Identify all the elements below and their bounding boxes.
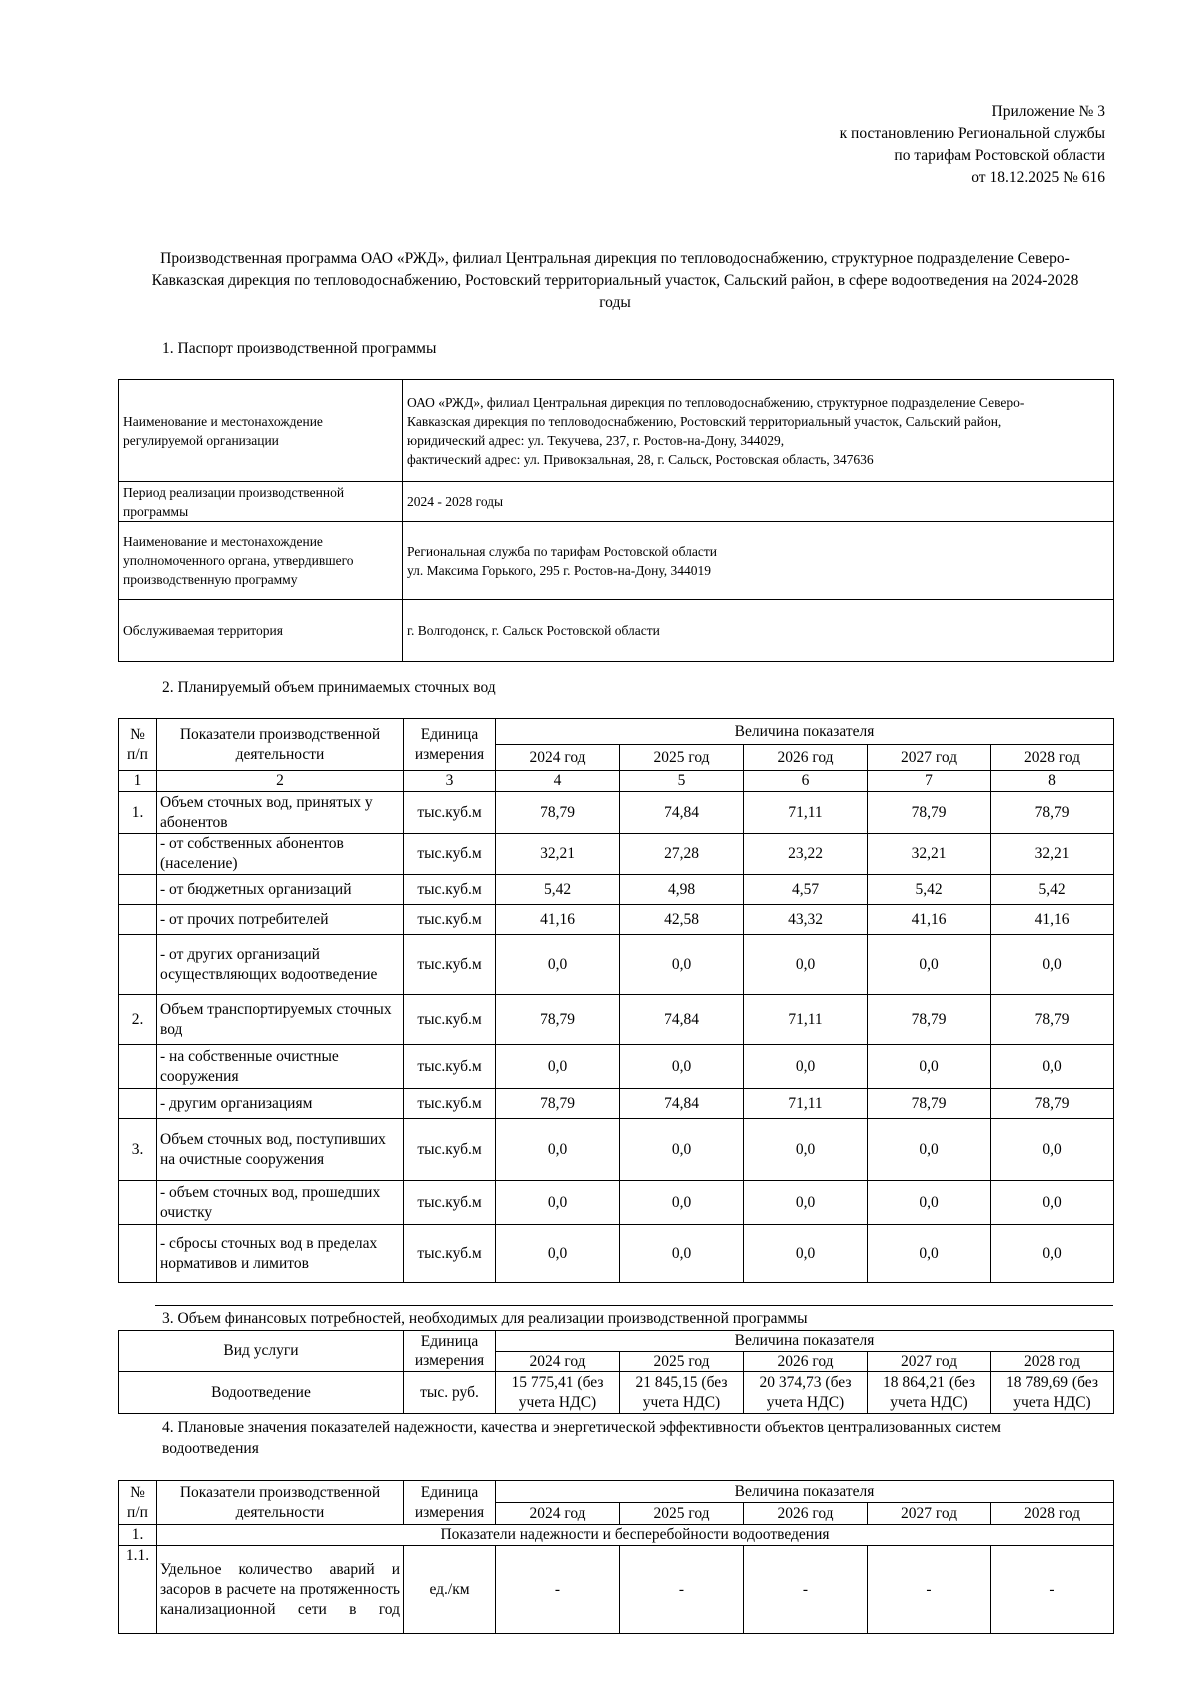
row-label: Удельное количество аварий и засоров в расчете на протяженность канализационной сети в год [157,1546,404,1634]
value-cell: 71,11 [744,995,868,1045]
col-header-year: 2024 год [496,1351,620,1372]
passport-value [403,600,1114,662]
value-cell: 0,0 [744,1119,868,1181]
col-header-year: 2025 год [620,1351,744,1372]
col-header-unit: Единица измерения [404,1481,496,1525]
value-cell: 0,0 [620,1045,744,1089]
col-number: 6 [744,771,868,792]
reliability-table [118,1480,1114,1634]
value-cell: 0,0 [496,1225,620,1283]
section2-heading: 2. Планируемый объем принимаемых сточных вод [162,679,496,696]
row-label: - сбросы сточных вод в пределах нормативов и лимитов [157,1225,404,1283]
group-num: 1. [119,1525,157,1546]
unit-cell: ед./км [404,1546,496,1634]
header-row [119,719,1114,745]
value-cell: - [744,1546,868,1634]
unit-cell: тыс.куб.м [404,935,496,995]
appendix-line: по тарифам Ростовской области [894,147,1105,164]
row-num [119,1225,157,1283]
col-header-year: 2027 год [868,1351,991,1372]
col-number: 1 [119,771,157,792]
section3-heading: 3. Объем финансовых потребностей, необходимых для реализации производственной программы [162,1310,808,1327]
financial-needs-table [118,1330,1114,1414]
value-cell: 0,0 [620,1181,744,1225]
col-header-year: 2024 год [496,745,620,771]
appendix-block [685,101,1105,189]
row-label: - от бюджетных организаций [157,875,404,905]
value-cell: 32,21 [991,834,1114,875]
value-cell: 0,0 [868,1181,991,1225]
table-row [119,1045,1114,1089]
value-cell: 0,0 [496,1119,620,1181]
unit-cell: тыс. руб. [404,1372,496,1414]
col-header-year: 2025 год [620,745,744,771]
value-cell: 78,79 [991,792,1114,834]
value-cell: 5,42 [868,875,991,905]
unit-cell: тыс.куб.м [404,1119,496,1181]
col-header-year: 2027 год [868,745,991,771]
value-line: г. Волгодонск, г. Сальск Ростовской области [407,623,660,638]
value-cell: 0,0 [868,1225,991,1283]
unit-cell: тыс.куб.м [404,1225,496,1283]
value-cell: 41,16 [868,905,991,935]
service-name: Водоотведение [119,1372,404,1414]
row-label: - объем сточных вод, прошедших очистку [157,1181,404,1225]
col-header-indicator: Показатели производственной деятельности [157,1481,404,1525]
title-line: Производственная программа ОАО «РЖД», филиал Центральная дирекция по тепловодоснабжению, структурное подразделение Северо- [160,250,1070,267]
unit-cell: тыс.куб.м [404,1181,496,1225]
value-cell: 71,11 [744,1089,868,1119]
value-cell: 78,79 [991,1089,1114,1119]
section1-heading: 1. Паспорт производственной программы [162,340,437,357]
value-cell: - [620,1546,744,1634]
passport-label: Наименование и местонахождение уполномоченного органа, утвердившего производственную программу [119,522,403,600]
col-header-num: № п/п [119,719,157,771]
col-number: 3 [404,771,496,792]
passport-value [403,380,1114,482]
unit-cell: тыс.куб.м [404,792,496,834]
document-title [118,248,1112,314]
unit-cell: тыс.куб.м [404,875,496,905]
col-number: 2 [157,771,404,792]
value-cell: 4,57 [744,875,868,905]
value-line: ул. Максима Горького, 295 г. Ростов-на-Дону, 344019 [407,562,712,578]
unit-cell: тыс.куб.м [404,1045,496,1089]
value-cell: 74,84 [620,792,744,834]
row-num: 1.1. [119,1546,157,1634]
value-cell: 0,0 [991,1119,1114,1181]
divider [155,1305,1113,1306]
unit-cell: тыс.куб.м [404,905,496,935]
row-label: - от прочих потребителей [157,905,404,935]
value-cell: 0,0 [744,1181,868,1225]
row-num [119,875,157,905]
value-line: юридический адрес: ул. Текучева, 237, г. Ростов-на-Дону, 344029, [407,432,785,448]
value-cell: 0,0 [991,1225,1114,1283]
row-label: - на собственные очистные сооружения [157,1045,404,1089]
table-row [119,522,1114,600]
value-cell: 32,21 [868,834,991,875]
col-number: 7 [868,771,991,792]
value-cell: 20 374,73 (без учета НДС) [744,1372,868,1414]
value-cell: 78,79 [991,995,1114,1045]
value-cell: 0,0 [868,935,991,995]
row-num [119,935,157,995]
table-row [119,1089,1114,1119]
table-row [119,600,1114,662]
value-cell: - [868,1546,991,1634]
value-line: фактический адрес: ул. Привокзальная, 28, г. Сальск, Ростовская область, 347636 [407,451,874,467]
unit-cell: тыс.куб.м [404,1089,496,1119]
value-cell: 18 864,21 (без учета НДС) [868,1372,991,1414]
col-header-year: 2027 год [868,1503,991,1525]
col-header-year: 2025 год [620,1503,744,1525]
row-num [119,1181,157,1225]
col-header-value-group: Величина показателя [496,1481,1114,1503]
value-cell: 0,0 [620,1119,744,1181]
value-cell: 0,0 [744,1225,868,1283]
col-header-value-group: Величина показателя [496,1331,1114,1352]
unit-cell: тыс.куб.м [404,834,496,875]
value-cell: 78,79 [868,1089,991,1119]
value-cell: 0,0 [868,1119,991,1181]
value-cell: 18 789,69 (без учета НДС) [991,1372,1114,1414]
header-row [119,1331,1114,1352]
table-row [119,1546,1114,1634]
table-row [119,995,1114,1045]
title-line: Кавказская дирекция по тепловодоснабжению, Ростовский территориальный участок, Сальский район, в сфере водоотведения на 2024-2028 [151,272,1079,289]
value-cell: 78,79 [496,995,620,1045]
value-cell: 43,32 [744,905,868,935]
col-header-year: 2024 год [496,1503,620,1525]
col-header-service: Вид услуги [119,1331,404,1372]
value-cell: 4,98 [620,875,744,905]
value-cell: 0,0 [496,1181,620,1225]
column-number-row [119,771,1114,792]
passport-label: Наименование и местонахождение регулируемой организации [119,380,403,482]
title-line: годы [599,294,631,311]
passport-label: Период реализации производственной программы [119,482,403,522]
value-cell: 0,0 [620,935,744,995]
value-cell: 71,11 [744,792,868,834]
section4-heading [162,1417,1001,1438]
value-cell: 78,79 [868,995,991,1045]
col-header-indicator: Показатели производственной деятельности [157,719,404,771]
value-cell: 78,79 [496,792,620,834]
row-label: - другим организациям [157,1089,404,1119]
row-num [119,1045,157,1089]
value-cell: - [991,1546,1114,1634]
col-header-year: 2028 год [991,1503,1114,1525]
row-num: 1. [119,792,157,834]
appendix-line: от 18.12.2025 № 616 [971,169,1105,186]
table-row [119,1372,1114,1414]
value-cell: 32,21 [496,834,620,875]
value-cell: 41,16 [496,905,620,935]
value-cell: 0,0 [744,935,868,995]
value-cell: 78,79 [496,1089,620,1119]
header-row [119,1481,1114,1503]
value-cell: 0,0 [991,935,1114,995]
col-header-num: № п/п [119,1481,157,1525]
col-header-unit: Единица измерения [404,719,496,771]
table-row [119,482,1114,522]
passport-value [403,482,1114,522]
value-cell: 78,79 [868,792,991,834]
value-cell: 27,28 [620,834,744,875]
table-row [119,792,1114,834]
value-cell: 21 845,15 (без учета НДС) [620,1372,744,1414]
section4-heading-cont: водоотведения [162,1440,259,1457]
table-row [119,935,1114,995]
value-line: 2024 - 2028 годы [407,494,504,509]
value-line: ОАО «РЖД», филиал Центральная дирекция по тепловодоснабжению, структурное подразделение Северо- [407,394,1025,410]
col-header-year: 2028 год [991,1351,1114,1372]
value-cell: 74,84 [620,995,744,1045]
value-cell: 42,58 [620,905,744,935]
table-row [119,1119,1114,1181]
group-label: Показатели надежности и бесперебойности водоотведения [157,1525,1114,1546]
appendix-line: Приложение № 3 [991,103,1105,120]
table-row [119,905,1114,935]
value-cell: 0,0 [991,1181,1114,1225]
row-label: - от собственных абонентов (население) [157,834,404,875]
value-cell: 0,0 [744,1045,868,1089]
value-cell: 0,0 [620,1225,744,1283]
row-label: Объем сточных вод, поступивших на очистные сооружения [157,1119,404,1181]
table-row [119,834,1114,875]
value-cell: 0,0 [496,935,620,995]
value-line: Региональная служба по тарифам Ростовской области [407,543,717,559]
passport-table [118,379,1114,662]
passport-label: Обслуживаемая территория [119,600,403,662]
col-header-unit: Единица измерения [404,1331,496,1372]
value-cell: 15 775,41 (без учета НДС) [496,1372,620,1414]
row-num [119,834,157,875]
value-cell: 0,0 [991,1045,1114,1089]
col-header-year: 2026 год [744,745,868,771]
row-label: - от других организаций осуществляющих водоотведение [157,935,404,995]
row-num: 2. [119,995,157,1045]
value-cell: 23,22 [744,834,868,875]
table-row [119,875,1114,905]
table-row [119,1181,1114,1225]
col-number: 4 [496,771,620,792]
appendix-line: к постановлению Региональной службы [839,125,1105,142]
value-cell: 74,84 [620,1089,744,1119]
wastewater-volume-table [118,718,1114,1283]
col-header-year: 2026 год [744,1503,868,1525]
row-label: Объем сточных вод, принятых у абонентов [157,792,404,834]
heading-line: 4. Плановые значения показателей надежности, качества и энергетической эффективности объектов централизованных систем [162,1419,1001,1436]
row-num: 3. [119,1119,157,1181]
col-header-value-group: Величина показателя [496,719,1114,745]
passport-value [403,522,1114,600]
table-row [119,380,1114,482]
value-cell: 41,16 [991,905,1114,935]
col-header-year: 2028 год [991,745,1114,771]
unit-cell: тыс.куб.м [404,995,496,1045]
col-number: 8 [991,771,1114,792]
value-cell: 5,42 [991,875,1114,905]
row-num [119,1089,157,1119]
value-cell: 5,42 [496,875,620,905]
row-label: Объем транспортируемых сточных вод [157,995,404,1045]
value-cell: - [496,1546,620,1634]
wastewater-volume-body [119,792,1114,1283]
col-header-year: 2026 год [744,1351,868,1372]
table-row [119,1225,1114,1283]
value-line: Кавказская дирекция по тепловодоснабжению, Ростовский территориальный участок, Сальский район, [407,413,1002,429]
value-cell: 0,0 [496,1045,620,1089]
col-number: 5 [620,771,744,792]
row-num [119,905,157,935]
value-cell: 0,0 [868,1045,991,1089]
group-row [119,1525,1114,1546]
